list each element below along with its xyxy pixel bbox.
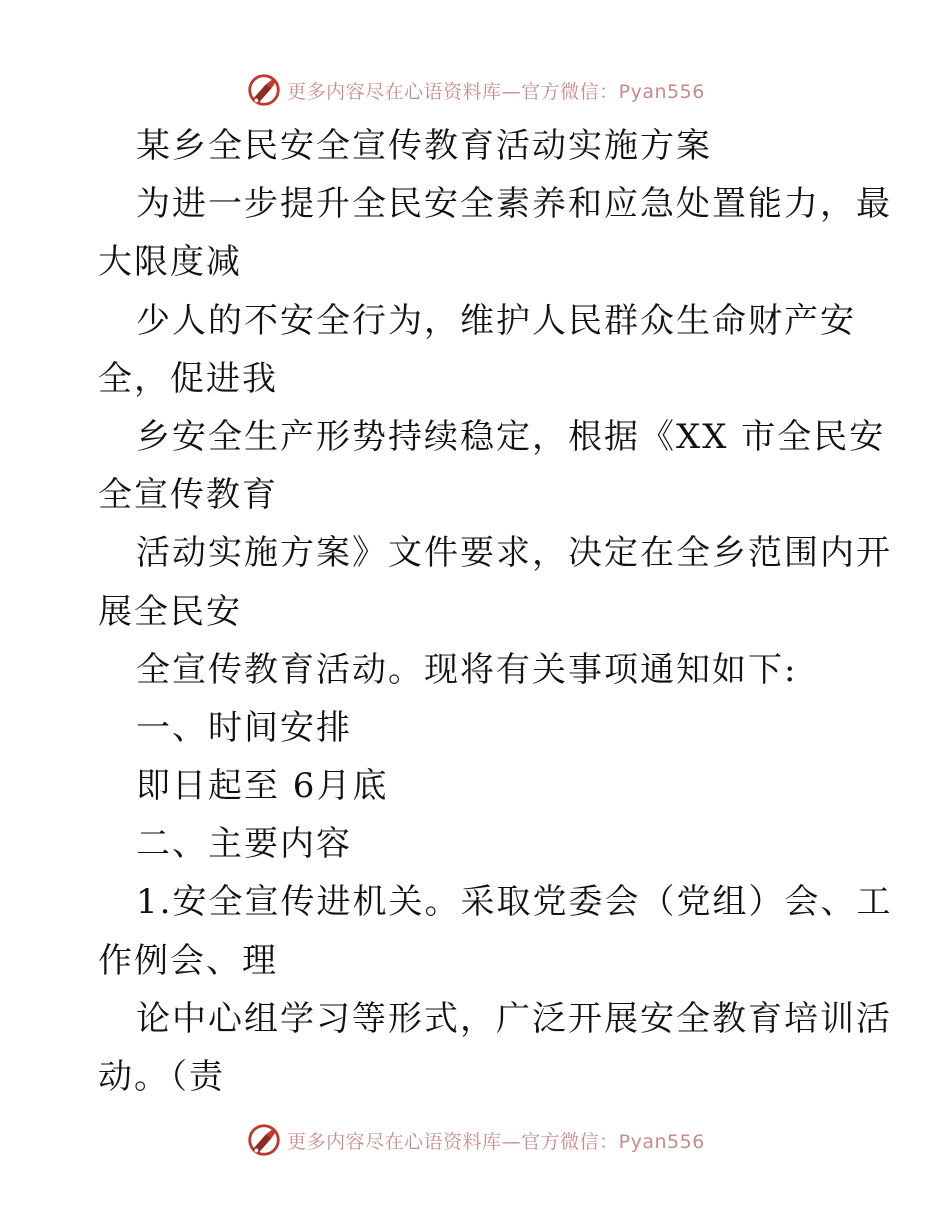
watermark-banner-bottom <box>0 1120 950 1160</box>
section-heading: 二、主要内容 <box>136 824 352 865</box>
paragraph-line: 乡安全生产形势持续稳定，根据《XX 市全民安 <box>136 416 886 457</box>
paragraph-line: 论中心组学习等形式，广泛开展安全教育培训活 <box>136 998 892 1039</box>
paragraph-line: 活动实施方案》文件要求，决定在全乡范围内开 <box>136 533 892 574</box>
paragraph-line: 即日起至 6月底 <box>136 766 389 807</box>
pen-logo-icon <box>245 1121 283 1159</box>
paragraph-line: 作例会、理 <box>98 940 278 981</box>
paragraph-line: 少人的不安全行为，维护人民群众生命财产安 <box>136 300 856 341</box>
paragraph-line: 全，促进我 <box>98 358 278 399</box>
paragraph-line: 全宣传教育活动。现将有关事项通知如下: <box>136 649 798 690</box>
paragraph-line: 为进一步提升全民安全素养和应急处置能力，最 <box>136 184 892 225</box>
document-body <box>98 117 893 1106</box>
section-heading: 一、时间安排 <box>136 707 352 748</box>
paragraph-line: 全宣传教育 <box>98 475 278 516</box>
pen-logo-icon <box>245 71 283 109</box>
watermark-text: 更多内容尽在心语资料库—官方微信：Pyan556 <box>287 1130 705 1153</box>
watermark-banner-top <box>0 70 950 110</box>
paragraph-line: 展全民安 <box>98 591 242 632</box>
paragraph-line: 1.安全宣传进机关。采取党委会（党组）会、工 <box>136 882 893 923</box>
document-title: 某乡全民安全宣传教育活动实施方案 <box>136 126 712 166</box>
paragraph-line: 大限度减 <box>98 242 242 283</box>
paragraph-line: 动。（责 <box>98 1057 225 1097</box>
watermark-text: 更多内容尽在心语资料库—官方微信：Pyan556 <box>287 80 705 103</box>
